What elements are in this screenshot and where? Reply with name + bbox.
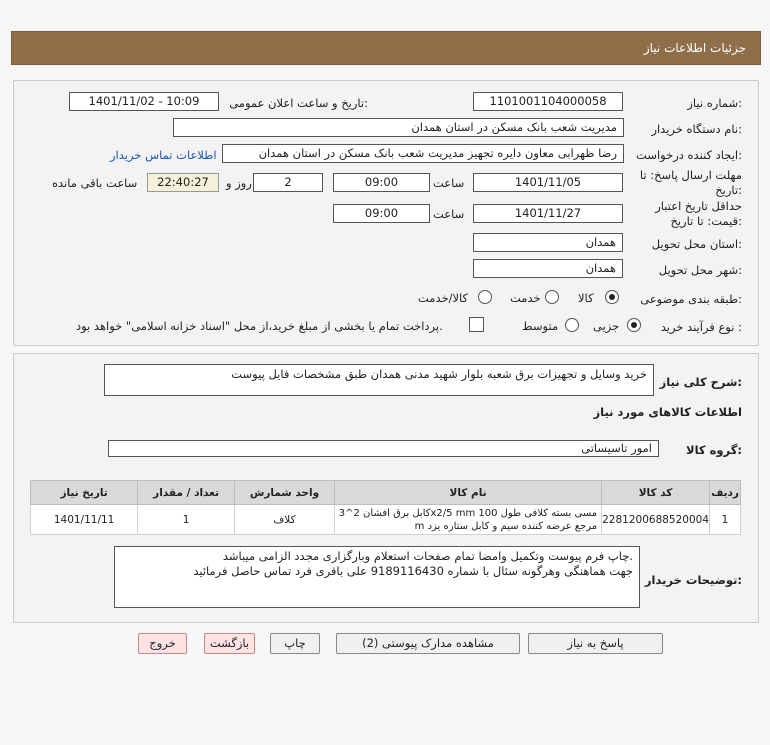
col-goods-code: کد کالا <box>602 481 710 505</box>
buyer-notes-line1: چاپ فرم پیوست وتکمیل وامضا تمام صفحات استعلام وبارگزاری مجدد الزامی میباشد. <box>222 549 633 563</box>
province-label: استان محل تحویل: <box>651 237 742 251</box>
city-label: شهر محل تحویل: <box>658 263 742 277</box>
validity-time-field: 09:00 <box>333 204 430 223</box>
col-need-date: تاریخ نیاز <box>31 481 138 505</box>
deadline-time-label: ساعت <box>433 176 465 190</box>
category-label: طبقه بندی موضوعی: <box>640 292 742 306</box>
goods-table <box>30 480 741 535</box>
goods-group-field: امور تاسیساتی <box>108 440 659 457</box>
col-goods-name: نام کالا <box>335 481 602 505</box>
cell-row-index: 1 <box>710 505 741 535</box>
validity-time-label: ساعت <box>433 207 465 221</box>
validity-label-line2: قیمت: تا تاریخ: <box>670 214 742 228</box>
page-title: جزئیات اطلاعات نیاز <box>643 41 746 55</box>
process-option-medium: متوسط <box>522 319 559 333</box>
validity-date-field: 1401/11/27 <box>473 204 623 223</box>
category-radio-service[interactable] <box>545 290 559 304</box>
category-option-service: خدمت <box>510 291 541 305</box>
category-radio-goods-service[interactable] <box>478 290 492 304</box>
table-row <box>31 505 741 535</box>
col-row-index: ردیف <box>710 481 741 505</box>
category-option-goods: کالا <box>578 291 594 305</box>
need-number-field: 1101001104000058 <box>473 92 623 111</box>
print-button[interactable]: چاپ <box>270 633 320 654</box>
city-field: همدان <box>473 259 623 278</box>
cell-goods-code: 2281200688520004 <box>602 505 710 535</box>
announce-field: 1401/11/02 - 10:09 <box>69 92 219 111</box>
process-radio-minor[interactable] <box>627 318 641 332</box>
creator-label: ایجاد کننده درخواست: <box>636 148 742 162</box>
announce-label: تاریخ و ساعت اعلان عمومی: <box>229 96 368 110</box>
col-unit: واحد شمارش <box>235 481 335 505</box>
need-number-label: شماره نیاز: <box>687 96 742 110</box>
goods-name-line1: کابل برق افشان 2^3x2/5 mm مسی بسته کلافی طول 100 <box>338 507 598 519</box>
category-option-goods-service: کالا/خدمت <box>418 291 469 305</box>
description-label: شرح کلی نیاز: <box>659 375 742 389</box>
buyer-org-label: نام دستگاه خریدار: <box>651 122 742 136</box>
remaining-time-field: 22:40:27 <box>147 173 219 192</box>
buyer-org-field: مدیریت شعب بانک مسکن در استان همدان <box>173 118 624 137</box>
contact-buyer-link[interactable]: اطلاعات تماس خریدار <box>110 148 217 162</box>
view-attachments-button[interactable]: مشاهده مدارک پیوستی (2) <box>336 633 520 654</box>
process-radio-medium[interactable] <box>565 318 579 332</box>
buyer-notes-line2: جهت هماهنگی وهرگونه سئال با شماره 9189116430 علی باقری فرد تماس حاصل فرمائید <box>193 564 633 578</box>
deadline-label-line2: تاریخ: <box>715 183 742 197</box>
exit-button[interactable]: خروج <box>138 633 187 654</box>
cell-unit: کلاف <box>235 505 335 535</box>
cell-need-date: 1401/11/11 <box>31 505 138 535</box>
back-button[interactable]: بازگشت <box>204 633 255 654</box>
creator-field: رضا ظهرابی معاون دایره تجهیز مدیریت شعب بانک مسکن در استان همدان <box>222 144 624 163</box>
cell-goods-name <box>335 505 602 535</box>
col-quantity: تعداد / مقدار <box>138 481 235 505</box>
deadline-label-line1: مهلت ارسال پاسخ: تا <box>639 168 742 182</box>
validity-label-line1: حداقل تاریخ اعتبار <box>655 199 742 213</box>
goods-name-line2: m مرجع عرضه کننده سیم و کابل ستاره یزد <box>414 520 598 532</box>
buyer-notes-label: توضیحات خریدار: <box>644 573 742 587</box>
days-label: روز و <box>226 176 252 190</box>
goods-group-label: گروه کالا: <box>686 443 742 457</box>
treasury-payment-checkbox[interactable] <box>469 317 484 332</box>
treasury-payment-note: پرداخت تمام یا بخشی از مبلغ خرید،از محل "اسناد خزانه اسلامی" خواهد بود. <box>76 319 443 333</box>
days-field: 2 <box>253 173 323 192</box>
reply-button[interactable]: پاسخ به نیاز <box>528 633 663 654</box>
buyer-notes-field <box>114 546 640 608</box>
deadline-date-field: 1401/11/05 <box>473 173 623 192</box>
description-field: خرید وسایل و تجهیزات برق شعبه بلوار شهید مدنی همدان طبق مشخصات فایل پیوست <box>104 364 654 396</box>
page-header <box>11 31 761 65</box>
category-radio-goods[interactable] <box>605 290 619 304</box>
validity-label <box>655 199 742 229</box>
deadline-time-field: 09:00 <box>333 173 430 192</box>
deadline-label <box>640 168 742 198</box>
remaining-label: ساعت باقی مانده <box>52 176 138 190</box>
process-label: نوع فرآیند خرید : <box>660 320 742 334</box>
cell-quantity: 1 <box>138 505 235 535</box>
province-field: همدان <box>473 233 623 252</box>
goods-section-title: اطلاعات کالاهای مورد نیاز <box>593 405 742 419</box>
goods-table-header <box>31 481 741 505</box>
process-option-minor: جزیی <box>593 319 620 333</box>
